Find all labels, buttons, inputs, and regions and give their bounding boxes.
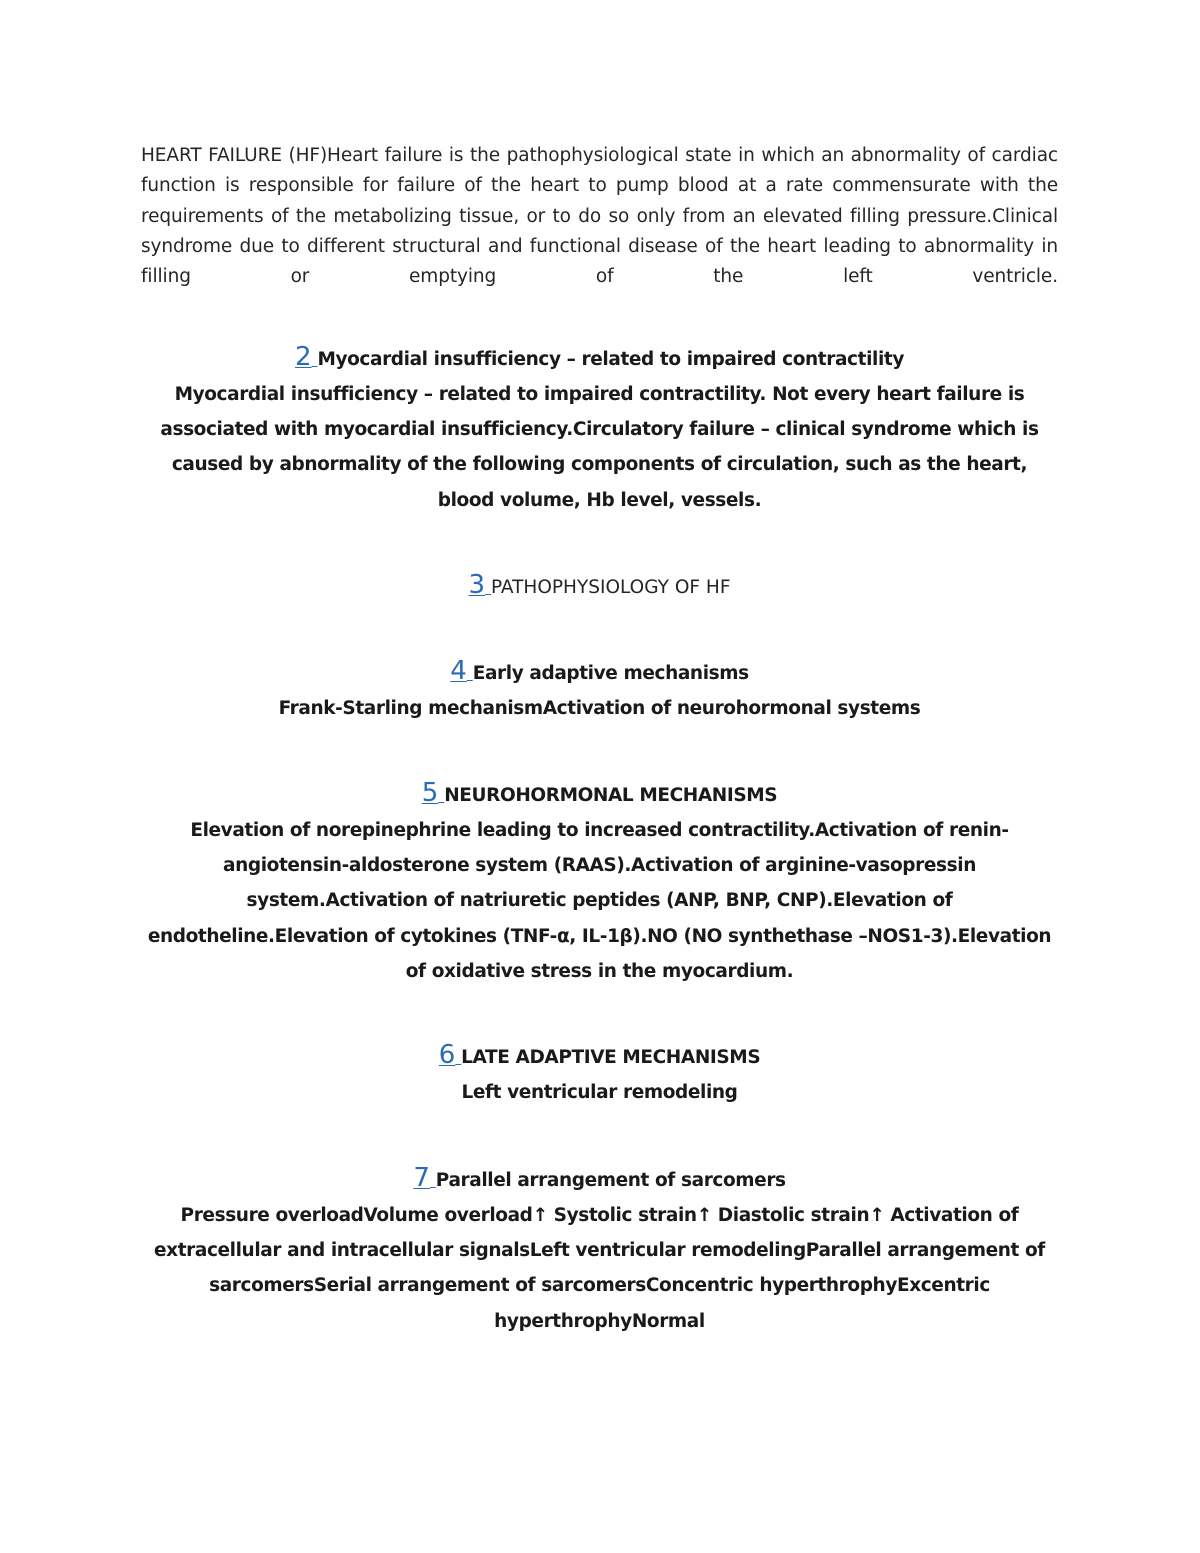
section-number-link[interactable]: 6 (438, 1040, 456, 1070)
section-6 (141, 1038, 1058, 1110)
section-heading (141, 654, 1058, 691)
section-number-link[interactable]: 4 (450, 656, 467, 686)
section-number-link[interactable]: 3 (468, 570, 486, 600)
section-7 (141, 1161, 1058, 1339)
section-title: LATE ADAPTIVE MECHANISMS (461, 1047, 761, 1068)
section-title: PATHOPHYSIOLOGY OF HF (490, 577, 731, 598)
section-body: Elevation of norepinephrine leading to increased contractility.Activation of renin-angiotensin-aldosterone system (RAAS).Activation of arginine-vasopressin system.Activation of natriuretic peptides (ANP, BNP, CNP).Elevation of endotheline.Elevation of cytokines (TNF-α, IL-1β).NO (NO synthethase –NOS1-3).Elevation of oxidative stress in the myocardium. (147, 820, 1052, 982)
section-body: Frank-Starling mechanismActivation of neurohormonal systems (278, 698, 921, 719)
section-heading (141, 776, 1058, 813)
section-body: Myocardial insufficiency – related to impaired contractility. Not every heart failure is associated with myocardial insufficiency.Circulatory failure – clinical syndrome which is caused by abnormality of the following components of circulation, such as the heart, blood volume, Hb level, vessels. (160, 384, 1039, 511)
section-title: Early adaptive mechanisms (472, 663, 749, 684)
section-heading (141, 1038, 1058, 1075)
section-3 (141, 568, 1058, 605)
section-title: NEUROHORMONAL MECHANISMS (444, 785, 778, 806)
section-2 (141, 340, 1058, 518)
intro-paragraph: HEART FAILURE (HF)Heart failure is the pathophysiological state in which an abnormality of cardiac function is responsible for failure of the heart to pump blood at a rate commensurate with the requirements of the metabolizing tissue, or to do so only from an elevated filling pressure.Clinical syndrome due to different structural and functional disease of the heart leading to abnormality in filling or emptying of the left ventricle. (141, 145, 1058, 288)
section-heading (141, 568, 1058, 605)
section-number-link[interactable]: 7 (413, 1163, 430, 1193)
section-4 (141, 654, 1058, 726)
section-title: Myocardial insufficiency – related to impaired contractility (317, 349, 904, 370)
section-number-link[interactable]: 2 (295, 342, 312, 372)
section-body: Left ventricular remodeling (461, 1082, 738, 1103)
section-number-link[interactable]: 5 (421, 778, 439, 808)
section-heading (141, 1161, 1058, 1198)
section-title: Parallel arrangement of sarcomers (435, 1170, 786, 1191)
section-body: Pressure overloadVolume overload↑ Systolic strain↑ Diastolic strain↑ Activation of extracellular and intracellular signalsLeft ventricular remodelingParallel arrangement of sarcomersSerial arrangement of sarcomersConcentric hyperthrophyExcentric hyperthrophyNormal (154, 1205, 1045, 1332)
section-heading (141, 340, 1058, 377)
section-5 (141, 776, 1058, 989)
